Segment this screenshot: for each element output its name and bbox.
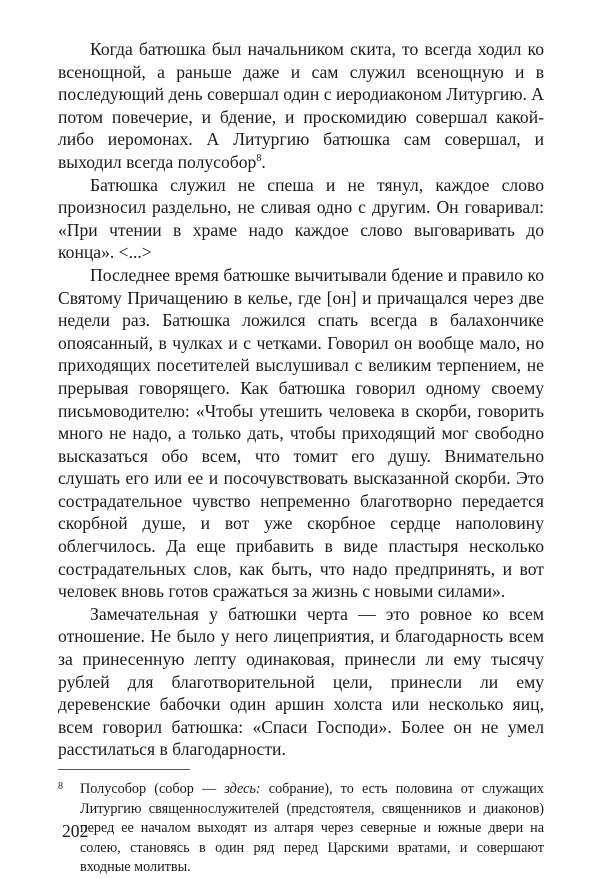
- footnote: [58, 780, 544, 878]
- footnote-text-after: собрание), то есть половина от служащих Литургию священнослужителей (предстоятеля, священников и диаконов) перед ее началом выходят из алтаря через северные и южные двери на солею, становясь в один ряд перед Царскими вратами, и совершают входные молитвы.: [80, 781, 544, 876]
- page-number: 202: [62, 821, 89, 841]
- paragraph-1-text: Когда батюшка был начальником скита, то всегда ходил ко всенощной, а раньше даже и сам служил всенощную и в последующий день совершал один с иеродиаконом Литургию. А потом повечерие, и бдение, и проскомидию совершал какой-либо иеромонах. А Литургию батюшка сам совершал, и выходил всегда полусобор: [58, 39, 544, 172]
- footnote-divider: [58, 769, 190, 770]
- footnote-italic: здесь:: [224, 781, 261, 797]
- paragraph-2: Батюшка служил не спеша и не тянул, каждое слово произносил раздельно, не сливая одно с другим. Он говаривал: «При чтении в храме надо каждое слово выговаривать до конца». <...>: [58, 174, 544, 263]
- paragraph-4: Замечательная у батюшки черта — это ровное ко всем отношение. Не было у него лицеприятия, и благодарность всем за принесенную лепту одинаковая, принесли ли ему тысячу рублей для благотворительной цели, принесли ли ему деревенские бабочки один аршин холста или несколько яиц, всем говорил батюшка: «Спаси Господи». Более он не умел расстилаться в благодарности.: [58, 603, 544, 760]
- paragraph-3: Последнее время батюшке вычитывали бдение и правило ко Святому Причащению в келье, где [он] и причащался через две недели раз. Батюшка ложился спать всегда в балахончике опоясанный, в чулках и с четками. Говорил он вообще мало, но приходящих посетителей выслушивал с великим терпением, не прерывая говорящего. Как батюшка говорил одному своему письмоводителю: «Чтобы утешить человека в скорби, говорить много не надо, а только дать, чтобы приходящий мог свободно высказаться обо всем, что томит его душу. Внимательно слушать его или ее и посочувствовать высказанной скорби. Это сострадательное чувство непременно благотворно передается скорбной душе, и вот уже скорбное сердце наполовину облегчилось. Да еще прибавить в виде пластыря несколько сострадательных слов, как быть, что надо предпринять, и вот человек вновь готов сражаться за жизнь с новыми силами».: [58, 264, 544, 602]
- paragraph-1-end: .: [261, 151, 266, 172]
- paragraph-1: [58, 38, 544, 174]
- page-body: [58, 38, 544, 878]
- footnote-number: 8: [58, 781, 63, 792]
- footnote-reference[interactable]: 8: [256, 153, 262, 165]
- footnote-text-before: Полусобор (собор —: [80, 781, 225, 797]
